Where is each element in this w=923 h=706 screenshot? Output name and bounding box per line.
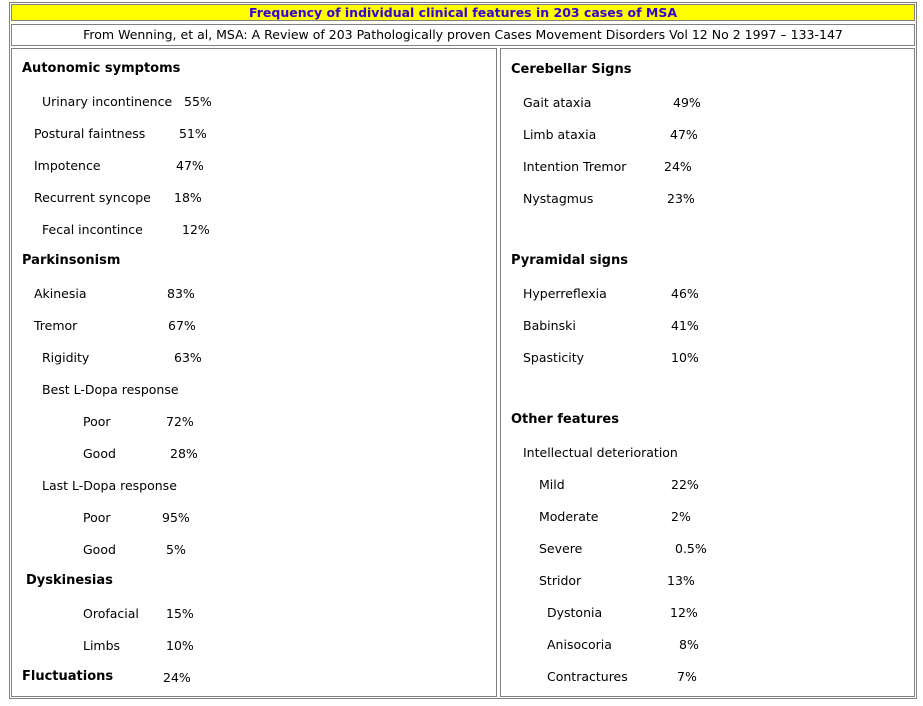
feature-label: Orofacial bbox=[83, 606, 139, 621]
pyramidal-heading: Pyramidal signs bbox=[511, 253, 628, 268]
feature-value: 67% bbox=[168, 318, 196, 333]
feature-label: Stridor bbox=[539, 573, 582, 588]
feature-label: Impotence bbox=[34, 158, 101, 173]
feature-value: 51% bbox=[179, 126, 207, 141]
feature-label: Severe bbox=[539, 541, 583, 556]
feature-value: 55% bbox=[184, 94, 212, 109]
feature-label: Moderate bbox=[539, 509, 599, 524]
feature-label: Good bbox=[83, 542, 116, 557]
autonomic-heading: Autonomic symptoms bbox=[22, 61, 181, 76]
last-ldopa-label: Last L-Dopa response bbox=[42, 478, 177, 493]
feature-label: Babinski bbox=[523, 318, 576, 333]
feature-value: 10% bbox=[671, 350, 699, 365]
feature-label: Intention Tremor bbox=[523, 159, 627, 174]
intellectual-deterioration-label: Intellectual deterioration bbox=[523, 445, 678, 460]
best-ldopa-label: Best L-Dopa response bbox=[42, 382, 179, 397]
fluctuations-heading: Fluctuations bbox=[22, 669, 114, 684]
feature-value: 18% bbox=[174, 190, 202, 205]
feature-label: Akinesia bbox=[34, 286, 87, 301]
feature-value: 47% bbox=[176, 158, 204, 173]
fluctuations-value: 24% bbox=[163, 670, 191, 685]
feature-value: 15% bbox=[166, 606, 194, 621]
right-column bbox=[500, 48, 915, 697]
feature-value: 24% bbox=[664, 159, 692, 174]
feature-value: 72% bbox=[166, 414, 194, 429]
feature-label: Rigidity bbox=[42, 350, 90, 365]
left-column bbox=[11, 48, 497, 697]
feature-label: Nystagmus bbox=[523, 191, 594, 206]
feature-label: Fecal incontince bbox=[42, 222, 143, 237]
feature-label: Tremor bbox=[34, 318, 78, 333]
feature-value: 5% bbox=[166, 542, 186, 557]
feature-value: 12% bbox=[670, 605, 698, 620]
feature-value: 0.5% bbox=[675, 541, 707, 556]
feature-value: 22% bbox=[671, 477, 699, 492]
feature-label: Urinary incontinence bbox=[42, 94, 173, 109]
feature-label: Mild bbox=[539, 477, 565, 492]
feature-value: 23% bbox=[667, 191, 695, 206]
feature-value: 2% bbox=[671, 509, 691, 524]
feature-label: Hyperreflexia bbox=[523, 286, 607, 301]
page-title: Frequency of individual clinical features in 203 cases of MSA bbox=[11, 4, 915, 21]
feature-label: Anisocoria bbox=[547, 637, 612, 652]
feature-value: 12% bbox=[182, 222, 210, 237]
feature-label: Gait ataxia bbox=[523, 95, 592, 110]
cerebellar-heading: Cerebellar Signs bbox=[511, 62, 632, 77]
feature-label: Poor bbox=[83, 510, 111, 525]
feature-value: 28% bbox=[170, 446, 198, 461]
feature-value: 13% bbox=[667, 573, 695, 588]
feature-value: 47% bbox=[670, 127, 698, 142]
feature-value: 41% bbox=[671, 318, 699, 333]
feature-value: 7% bbox=[677, 669, 697, 684]
feature-label: Poor bbox=[83, 414, 111, 429]
feature-label: Contractures bbox=[547, 669, 628, 684]
feature-label: Dystonia bbox=[547, 605, 603, 620]
feature-label: Limbs bbox=[83, 638, 121, 653]
source-citation: From Wenning, et al, MSA: A Review of 203 Pathologically proven Cases Movement Disorders Vol 12 No 2 1997 – 133-147 bbox=[11, 24, 915, 46]
dyskinesias-heading: Dyskinesias bbox=[26, 573, 113, 588]
feature-value: 83% bbox=[167, 286, 195, 301]
feature-label: Recurrent syncope bbox=[34, 190, 151, 205]
feature-label: Postural faintness bbox=[34, 126, 146, 141]
feature-label: Good bbox=[83, 446, 116, 461]
feature-label: Limb ataxia bbox=[523, 127, 597, 142]
feature-value: 10% bbox=[166, 638, 194, 653]
feature-value: 46% bbox=[671, 286, 699, 301]
feature-label: Spasticity bbox=[523, 350, 585, 365]
feature-value: 49% bbox=[673, 95, 701, 110]
feature-value: 63% bbox=[174, 350, 202, 365]
feature-value: 95% bbox=[162, 510, 190, 525]
other-features-heading: Other features bbox=[511, 412, 619, 427]
feature-value: 8% bbox=[679, 637, 699, 652]
parkinsonism-heading: Parkinsonism bbox=[22, 253, 121, 268]
